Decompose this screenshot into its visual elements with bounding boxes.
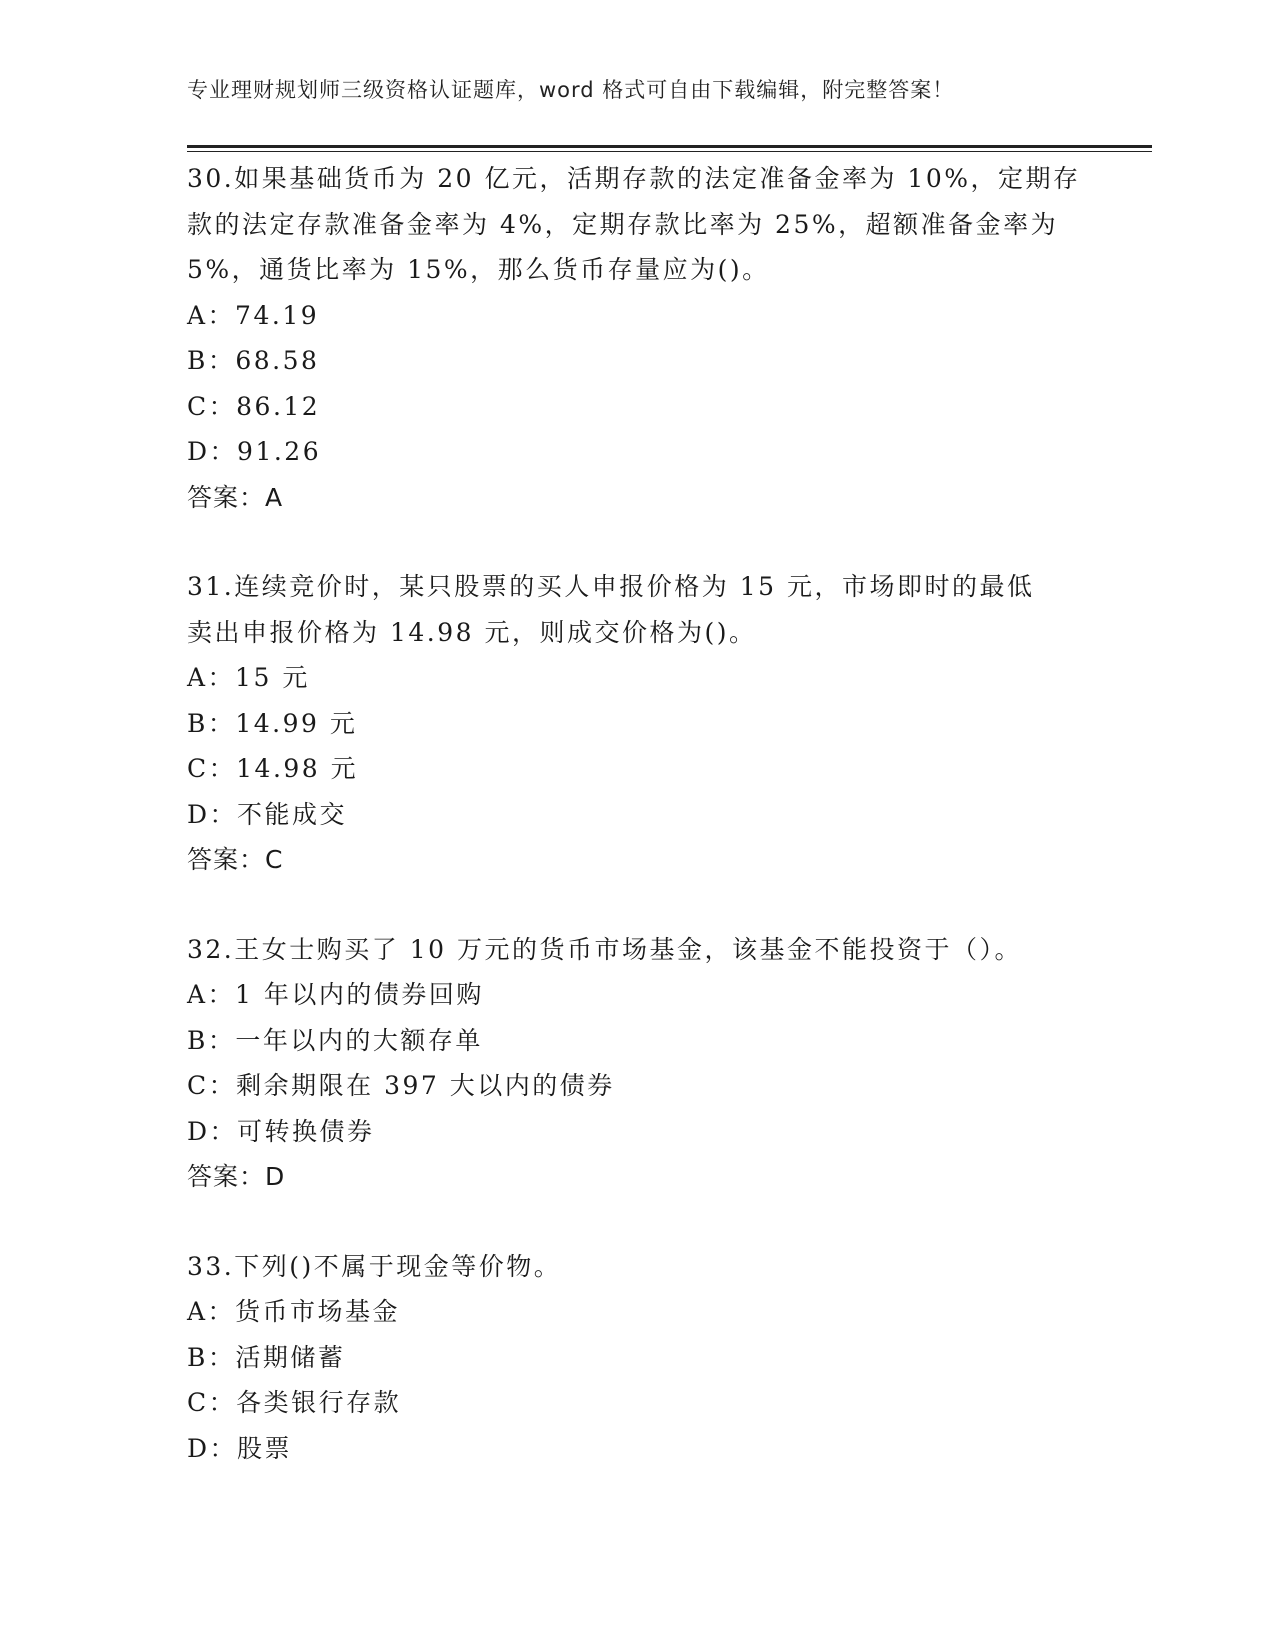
question-list [187,156,1087,1515]
question-stem-line: 5%，通货比率为 15%，那么货币存量应为()。 [187,255,770,284]
answer-option: D：可转换债券 [187,1116,375,1146]
question-stem-line: 款的法定存款准备金率为 4%，定期存款比率为 25%，超额准备金率为 [187,209,1059,239]
question-block [187,1244,1087,1472]
question-stem-line: 30.如果基础货币为 20 亿元，活期存款的法定准备金率为 10%，定期存 [187,164,1081,193]
answer-option: A：1 年以内的债券回购 [187,980,484,1009]
answer-option: C：14.98 元 [187,754,359,783]
answer-option: B：14.99 元 [187,708,358,738]
answer-option: A：货币市场基金 [187,1297,401,1326]
question-block [187,564,1087,883]
answer-option: D：不能成交 [187,799,348,829]
question-block [187,156,1087,520]
header-rule-thin [187,151,1152,152]
answer-option: C：各类银行存款 [187,1388,402,1417]
question-stem-line: 32.王女士购买了 10 万元的货币市场基金，该基金不能投资于（）。 [187,934,1022,964]
correct-answer: 答案：C [187,845,284,874]
header-rule-thick [187,145,1152,148]
question-stem-line: 31.连续竞价时，某只股票的买人申报价格为 15 元，市场即时的最低 [187,572,1035,601]
answer-option: C：剩余期限在 397 大以内的债券 [187,1071,615,1100]
answer-option: A：74.19 [187,300,320,330]
correct-answer: 答案：D [187,1162,286,1191]
question-stem-line: 卖出申报价格为 14.98 元，则成交价格为()。 [187,617,757,647]
answer-option: B：一年以内的大额存单 [187,1025,483,1055]
correct-answer: 答案：A [187,482,284,512]
page-header: 专业理财规划师三级资格认证题库，word 格式可自由下载编辑，附完整答案！ [187,78,955,102]
answer-option: B：活期储蓄 [187,1342,346,1372]
question-stem-line: 33.下列()不属于现金等价物。 [187,1251,562,1281]
answer-option: D：91.26 [187,437,322,466]
answer-option: D：股票 [187,1433,293,1463]
answer-option: B：68.58 [187,346,320,375]
question-block [187,927,1087,1200]
answer-option: A：15 元 [187,663,310,692]
answer-option: C：86.12 [187,391,321,421]
